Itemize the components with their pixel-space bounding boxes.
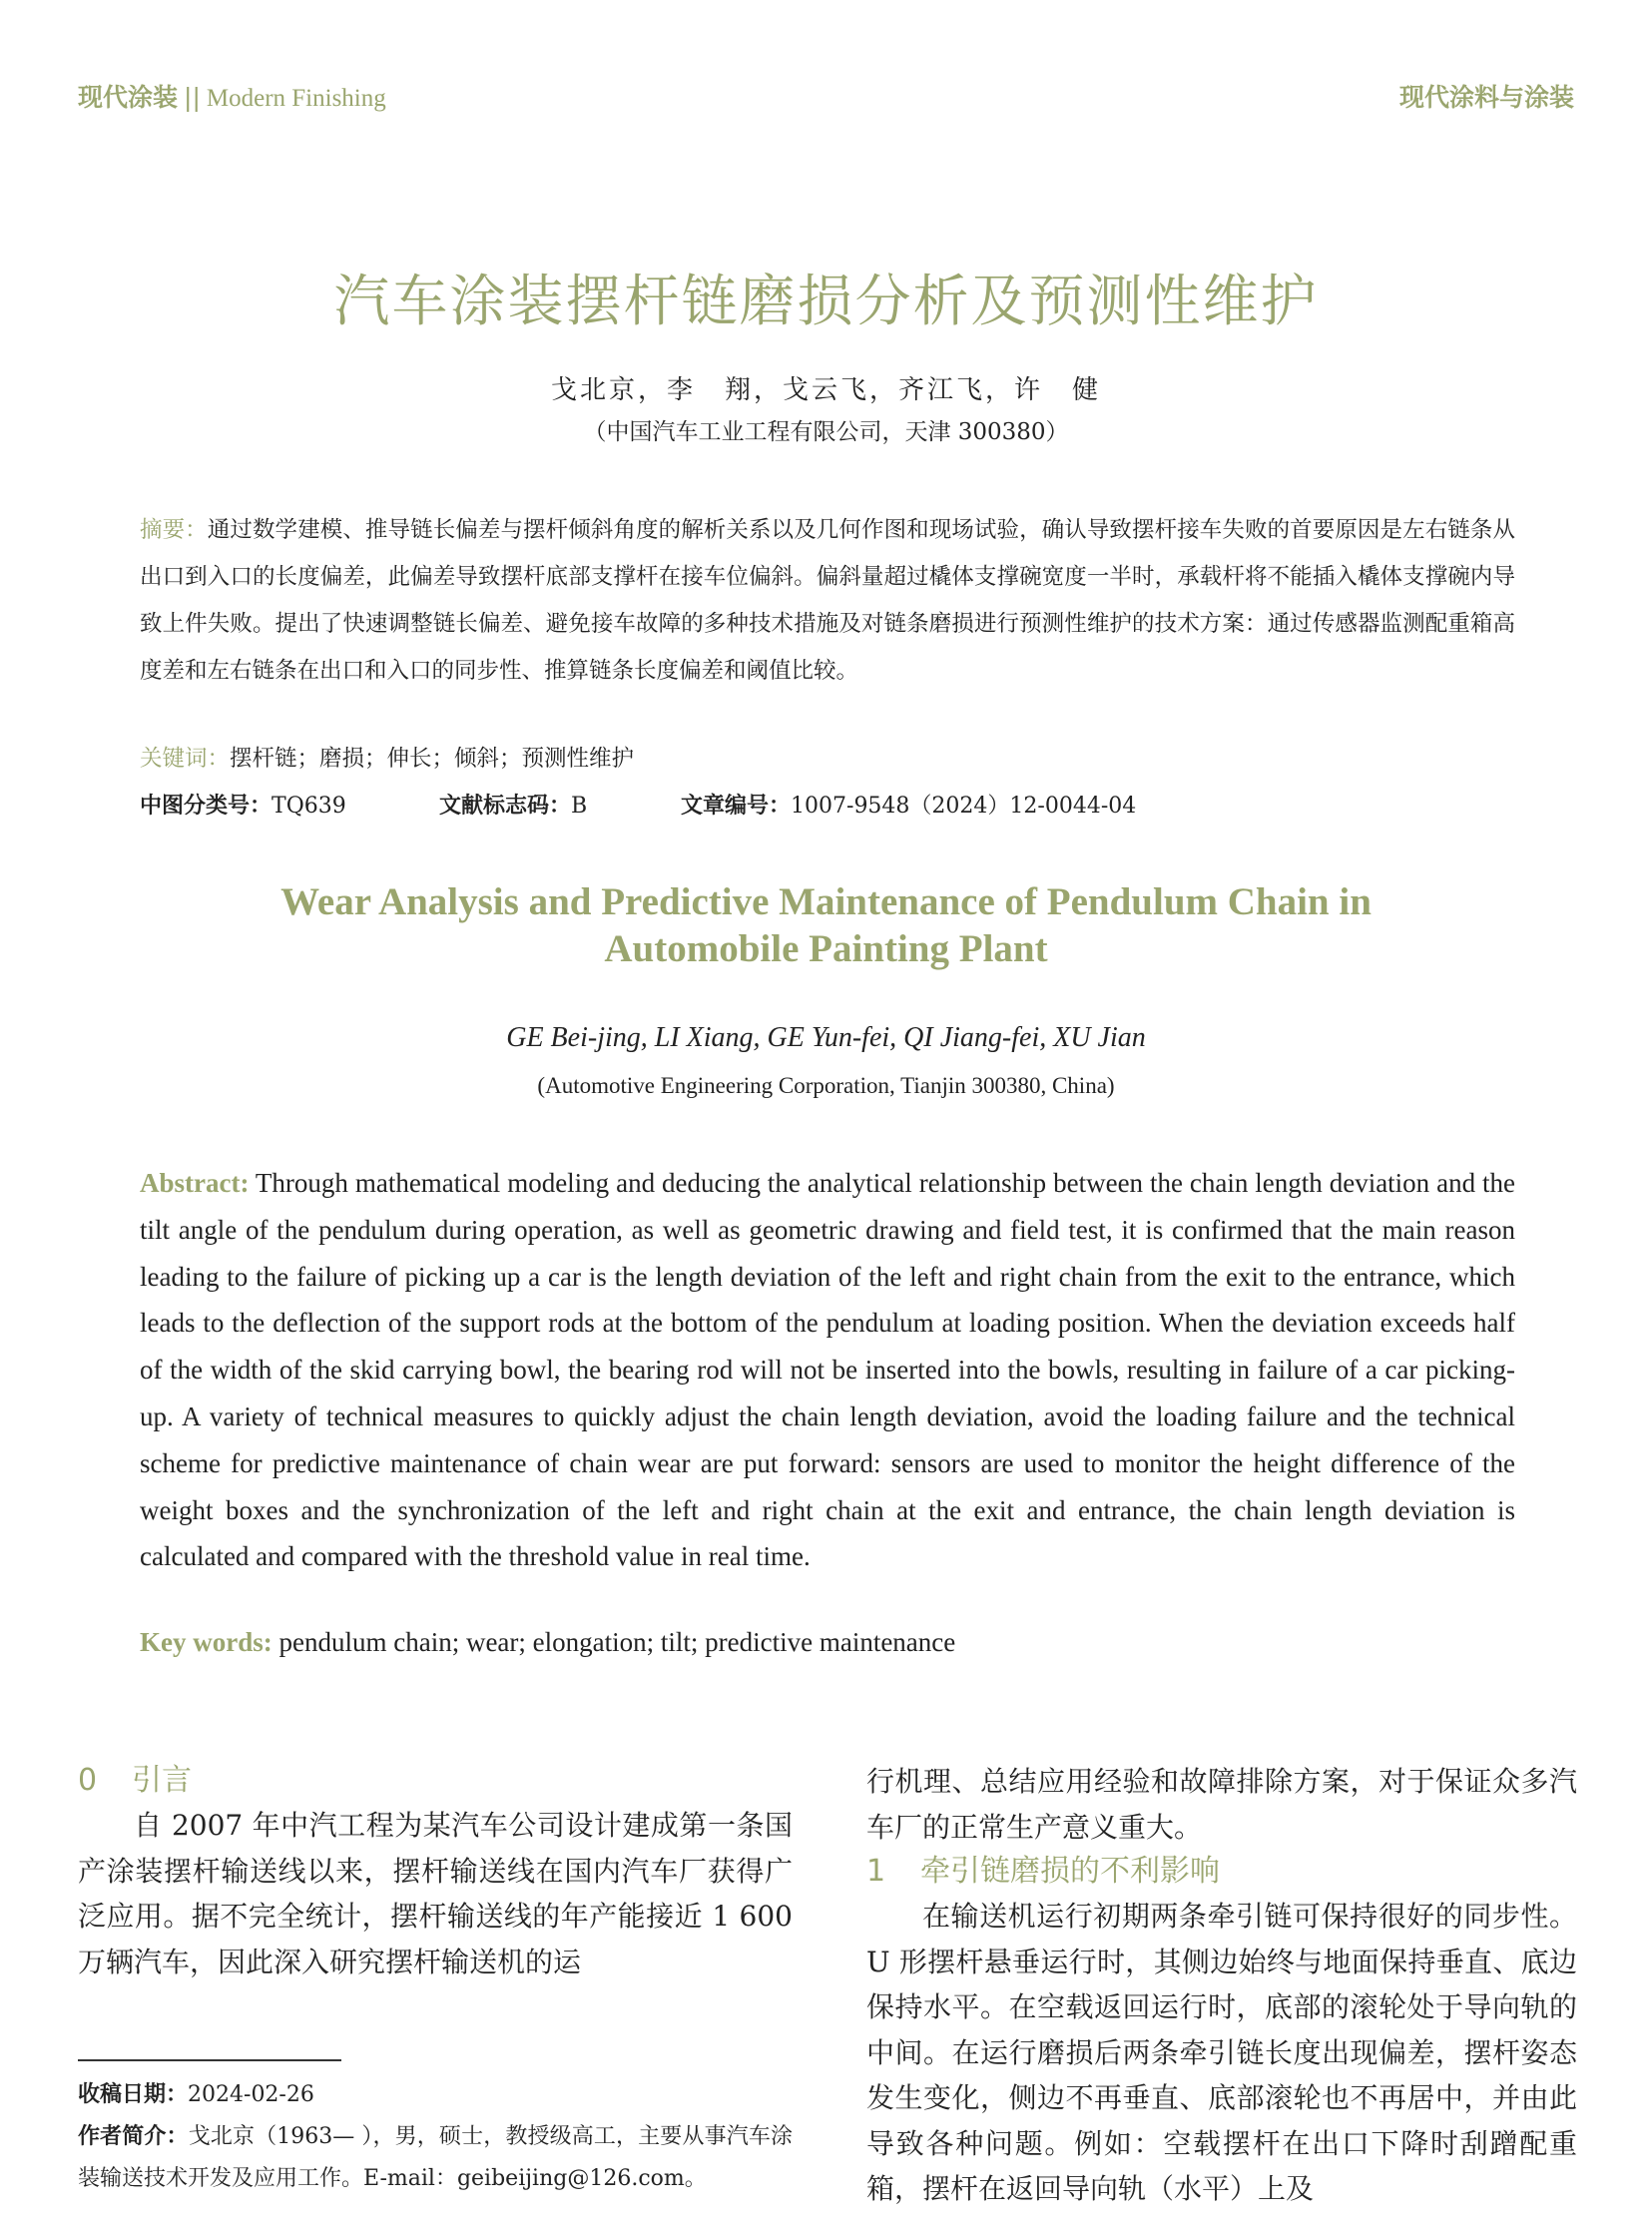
- keywords-en: [140, 1627, 1515, 1658]
- received-value: 2024-02-26: [188, 2082, 314, 2107]
- abstract-en-label: Abstract:: [140, 1168, 250, 1198]
- running-header-right: 现代涂料与涂装: [1398, 83, 1574, 112]
- keywords-en-label: Key words:: [140, 1627, 273, 1657]
- footnote-received: [78, 2074, 793, 2116]
- author-bio-text: 戈北京（1963— ），男，硕士，教授级高工，主要从事汽车涂装输送技术开发及应用工作。E-mail：geibeijing@126.com。: [78, 2124, 793, 2191]
- body-column-left: [78, 1759, 793, 1984]
- authors-cn: 戈北京，李 翔，戈云飞，齐江飞，许 健: [550, 375, 1101, 405]
- section-heading-0: [78, 1759, 793, 1803]
- footnote-divider: [78, 2059, 341, 2061]
- article-number-label: 文章编号：: [681, 794, 792, 819]
- doc-code-label: 文献标志码：: [439, 794, 572, 819]
- doc-code-value: B: [571, 794, 588, 819]
- affiliation-cn: （中国汽车工业工程有限公司，天津 300380）: [583, 419, 1069, 445]
- document-code: [439, 789, 587, 820]
- clc-number: [140, 789, 346, 820]
- clc-value: TQ639: [272, 794, 346, 819]
- section-title-0: 引言: [132, 1763, 192, 1798]
- running-header-left: [78, 78, 386, 114]
- continued-paragraph: 行机理、总结应用经验和故障排除方案，对于保证众多汽车厂的正常生产意义重大。: [866, 1765, 1577, 1844]
- journal-name-cn: 现代涂装: [78, 83, 179, 112]
- body-column-right: [866, 1759, 1577, 2212]
- abstract-en-text: Through mathematical modeling and deducing the analytical relationship between the chain length deviation and the tilt angle of the pendulum during operation, as well as geometric drawing and field test, it is confirmed that the main reason leading to the failure of picking up a car is the length deviation of the left and right chain from the exit to the entrance, which leads to the deflection of the support rods at the bottom of the pendulum at loading position. When the deviation exceeds half of the width of the skid carrying bowl, the bearing rod will not be inserted into the bowls, resulting in failure of a car picking-up. A variety of technical measures to quickly adjust the chain length deviation, avoid the loading failure and the technical scheme for predictive maintenance of chain wear are put forward: sensors are used to monitor the height difference of the weight boxes and the synchronization of the left and right chain at the exit and entrance, the chain length deviation is calculated and compared with the threshold value in real time.: [140, 1168, 1516, 1572]
- article-number: [681, 789, 1136, 820]
- header-separator: ||: [184, 83, 201, 112]
- authors-en: GE Bei-jing, LI Xiang, GE Yun-fei, QI Jiang-fei, XU Jian: [506, 1022, 1146, 1053]
- section-1-paragraph: 在输送机运行初期两条牵引链可保持很好的同步性。U 形摆杆悬垂运行时，其侧边始终与地面保持垂直、底边保持水平。在空载返回运行时，底部的滚轮处于导向轨的中间。在运行磨损后两条牵引链长度出现偏差，摆杆姿态发生变化，侧边不再垂直、底部滚轮也不再居中，并由此导致各种问题。例如：空载摆杆在出口下降时刮蹭配重箱，摆杆在返回导向轨（水平）上及: [866, 1900, 1577, 2205]
- abstract-cn-label: 摘要：: [140, 517, 208, 543]
- journal-name-en: Modern Finishing: [206, 85, 386, 112]
- section-0-paragraph: 自 2007 年中汽工程为某汽车公司设计建成第一条国产涂装摆杆输送线以来，摆杆输送线在国内汽车厂获得广泛应用。据不完全统计，摆杆输送线的年产能接近 1 600 万辆汽车，因此深入研究摆杆输送机的运: [78, 1809, 793, 1978]
- article-number-value: 1007-9548（2024）12-0044-04: [791, 794, 1137, 819]
- section-number-0: 0: [78, 1763, 98, 1798]
- abstract-cn: [140, 507, 1515, 695]
- paper-title-en: [0, 878, 1652, 972]
- section-heading-1: [866, 1850, 1577, 1894]
- keywords-cn-text: 摆杆链；磨损；伸长；倾斜；预测性维护: [230, 746, 635, 772]
- paper-title-cn: 汽车涂装摆杆链磨损分析及预测性维护: [333, 270, 1319, 334]
- affiliation-en: (Automotive Engineering Corporation, Tianjin 300380, China): [537, 1073, 1115, 1098]
- keywords-en-text: pendulum chain; wear; elongation; tilt; predictive maintenance: [278, 1627, 956, 1657]
- section-title-1: 牵引链磨损的不利影响: [920, 1854, 1220, 1889]
- author-bio-label: 作者简介：: [78, 2124, 189, 2149]
- footnotes: [78, 2074, 793, 2200]
- section-number-1: 1: [866, 1854, 886, 1889]
- abstract-cn-text: 通过数学建模、推导链长偏差与摆杆倾斜角度的解析关系以及几何作图和现场试验，确认导致摆杆接车失败的首要原因是左右链条从出口到入口的长度偏差，此偏差导致摆杆底部支撑杆在接车位偏斜。偏斜量超过橇体支撑碗宽度一半时，承载杆将不能插入橇体支撑碗内导致上件失败。提出了快速调整链长偏差、避免接车故障的多种技术措施及对链条磨损进行预测性维护的技术方案：通过传感器监测配重箱高度差和左右链条在出口和入口的同步性、推算链条长度偏差和阈值比较。: [140, 517, 1515, 684]
- paper-title-en-line1: Wear Analysis and Predictive Maintenance of Pendulum Chain in: [280, 880, 1372, 923]
- abstract-en: [140, 1160, 1515, 1580]
- clc-label: 中图分类号：: [140, 794, 273, 819]
- keywords-cn: [140, 741, 1515, 773]
- keywords-cn-label: 关键词：: [140, 746, 231, 772]
- footnote-author: [78, 2116, 793, 2200]
- paper-title-en-line2: Automobile Painting Plant: [604, 927, 1048, 970]
- received-label: 收稿日期：: [78, 2082, 189, 2107]
